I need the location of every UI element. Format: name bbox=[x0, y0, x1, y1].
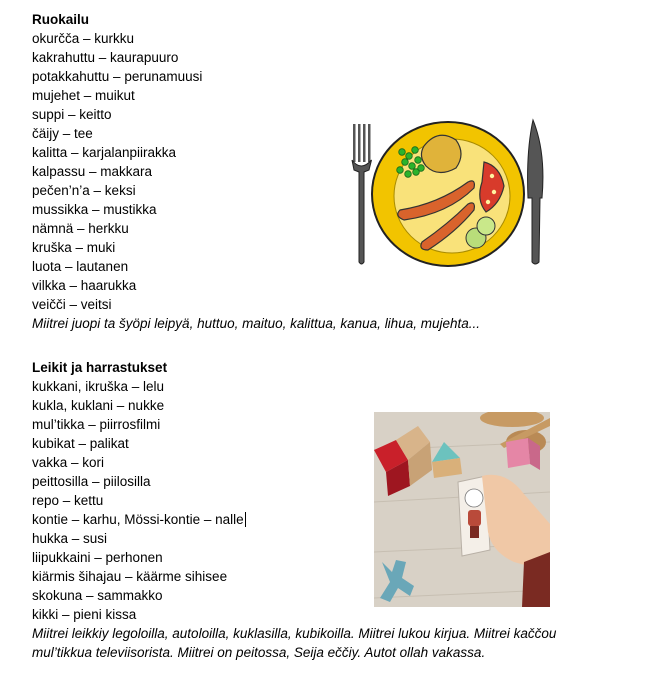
vocab-line: veičči – veitsi bbox=[32, 297, 112, 312]
vocab-line: repo – kettu bbox=[32, 493, 104, 508]
vocab-line: kukkani, ikruška – lelu bbox=[32, 379, 165, 394]
example-sentence: mul’tikkua televiisorista. Miitrei on peitossa, Seija eččiy. Autot ollah vakassa. bbox=[32, 645, 486, 660]
vocab-line-text: kontie – karhu, Mössi-kontie – nalle bbox=[32, 512, 244, 527]
vocab-line: pečen’n’a – keksi bbox=[32, 183, 136, 198]
toy-blocks-photo bbox=[374, 412, 550, 607]
section-heading-food: Ruokailu bbox=[32, 12, 90, 27]
vocab-line: liipukkaini – perhonen bbox=[32, 550, 163, 565]
vocab-line-with-cursor[interactable] bbox=[32, 510, 246, 529]
vocab-line: skokuna – sammakko bbox=[32, 588, 163, 603]
section-heading-games: Leikit ja harrastukset bbox=[32, 360, 168, 375]
vocab-line: kubikat – palikat bbox=[32, 436, 129, 451]
vocab-line: kikki – pieni kissa bbox=[32, 607, 137, 622]
vocab-line: kiärmis šihajau – käärme sihisee bbox=[32, 569, 228, 584]
vocab-line: mujehet – muikut bbox=[32, 88, 135, 103]
vocab-line: peittosilla – piilosilla bbox=[32, 474, 151, 489]
vocab-line: potakkahuttu – perunamuusi bbox=[32, 69, 203, 84]
vocab-line: kakrahuttu – kaurapuuro bbox=[32, 50, 179, 65]
example-sentence: Miitrei juopi ta šyöpi leipyä, huttuo, maituo, kalittua, kanua, lihua, mujehta... bbox=[32, 316, 480, 331]
knife-icon bbox=[528, 120, 543, 264]
vocab-line: vakka – kori bbox=[32, 455, 105, 470]
vocab-line: suppi – keitto bbox=[32, 107, 112, 122]
vocab-line: okurčča – kurkku bbox=[32, 31, 135, 46]
vocab-line: mussikka – mustikka bbox=[32, 202, 157, 217]
vocab-line: kalitta – karjalanpiirakka bbox=[32, 145, 177, 160]
vocab-line: kukla, kuklani – nukke bbox=[32, 398, 165, 413]
vocab-line: hukka – susi bbox=[32, 531, 108, 546]
example-sentence: Miitrei leikkiy legoloilla, autoloilla, kuklasilla, kubikoilla. Miitrei lukou kirjua. Miitrei kaččou bbox=[32, 626, 557, 641]
plate-illustration bbox=[348, 112, 552, 272]
vocab-line: kruška – muki bbox=[32, 240, 116, 255]
vocab-line: nämnä – herkku bbox=[32, 221, 129, 236]
fork-icon bbox=[352, 124, 372, 264]
plate-icon bbox=[372, 122, 524, 266]
vocab-line: mul’tikka – piirrosfilmi bbox=[32, 417, 161, 432]
text-cursor bbox=[245, 512, 246, 527]
vocab-line: vilkka – haarukka bbox=[32, 278, 137, 293]
vocab-line: kalpassu – makkara bbox=[32, 164, 153, 179]
vocab-line: čäijy – tee bbox=[32, 126, 93, 141]
vocab-line: luota – lautanen bbox=[32, 259, 129, 274]
